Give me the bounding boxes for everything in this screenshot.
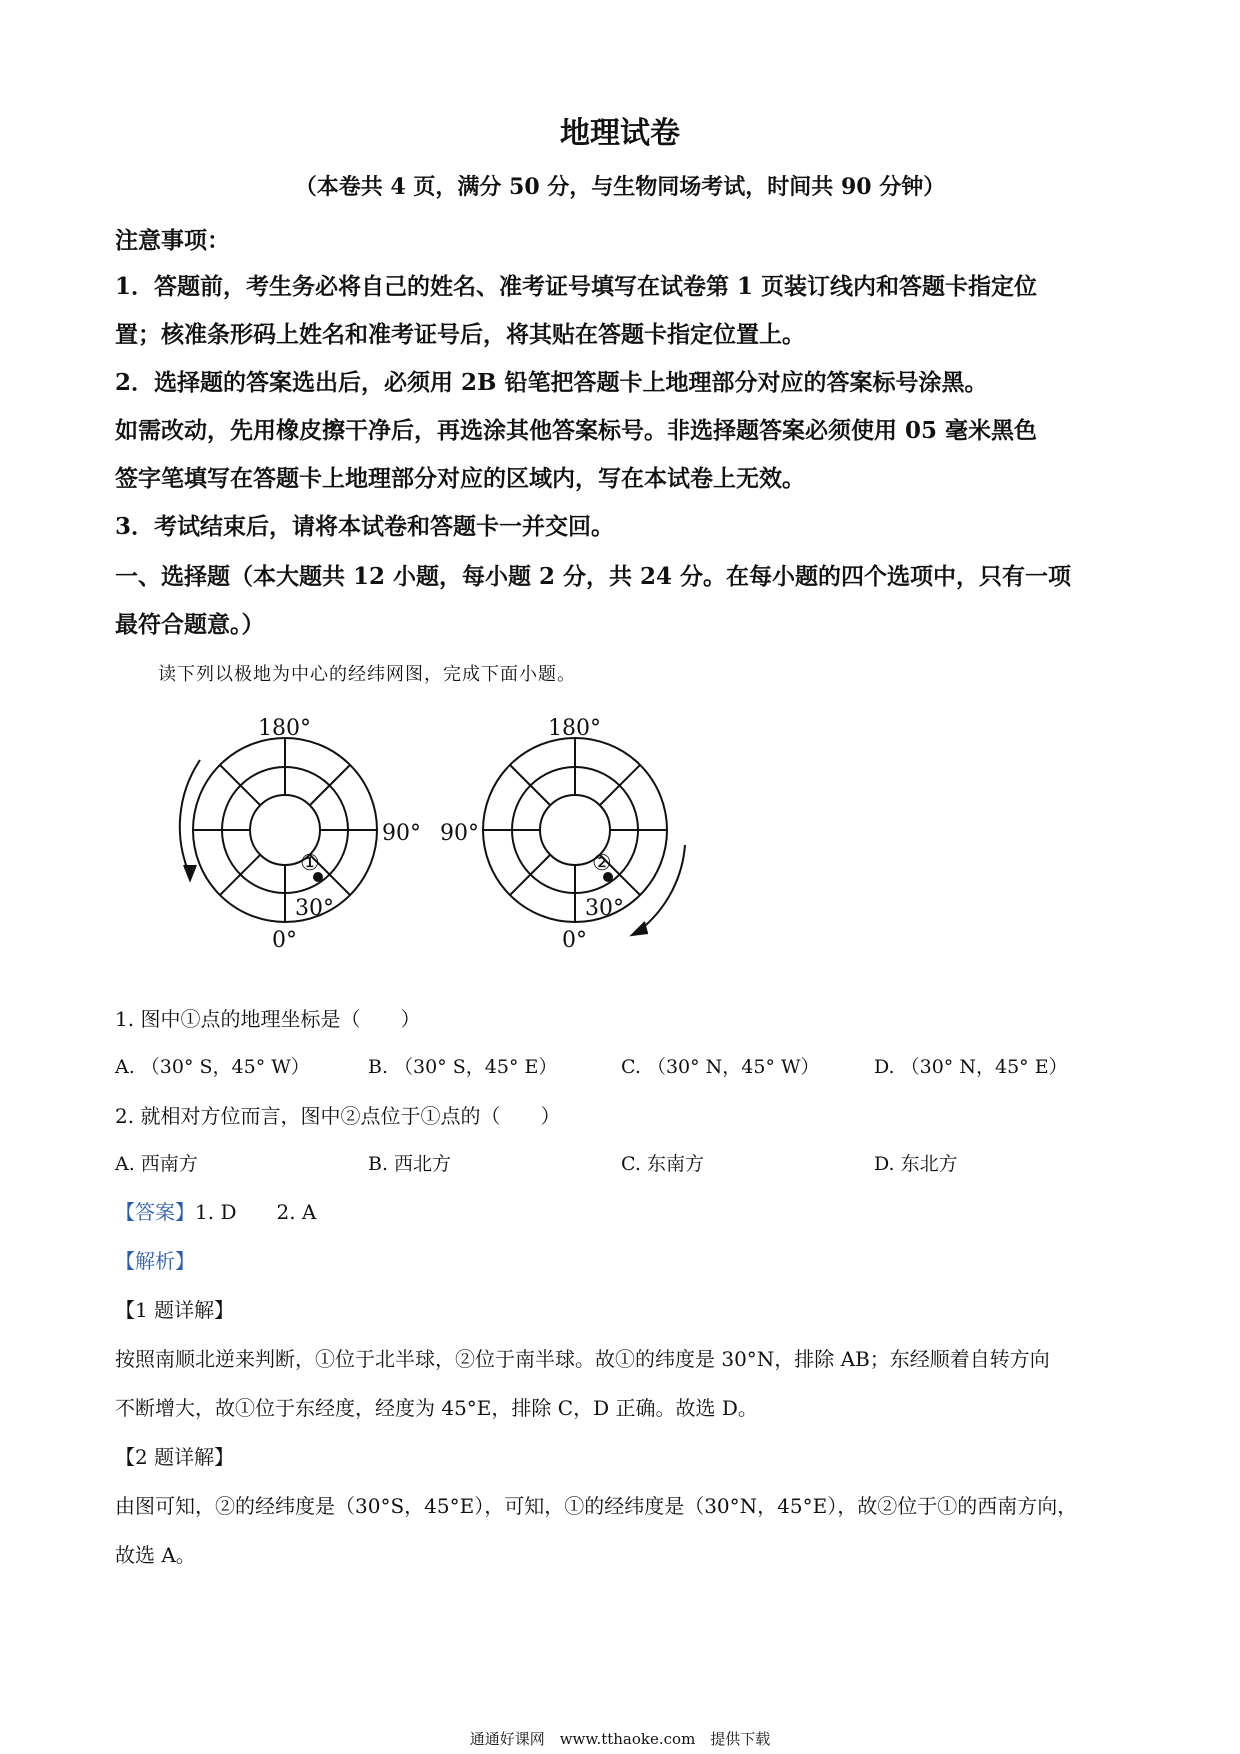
q2-analysis-text: 故选 A。 xyxy=(115,1543,196,1567)
answer-tag: 【答案】 xyxy=(115,1200,195,1224)
right-label-180: 180° xyxy=(548,716,601,741)
page-subtitle: （本卷共 4 页，满分 50 分，与生物同场考试，时间共 90 分钟） xyxy=(294,174,946,200)
notice-line: 签字笔填写在答题卡上地理部分对应的区域内，写在本试卷上无效。 xyxy=(115,465,805,492)
option-a: A. 西南方 xyxy=(115,1153,198,1175)
left-point-label: ① xyxy=(300,851,320,876)
page-title: 地理试卷 xyxy=(560,116,680,151)
option-d: D. （30° N，45° E） xyxy=(874,1056,1068,1078)
footer-watermark: 通通好课网 www.tthaoke.com 提供下载 xyxy=(469,1730,771,1748)
right-label-90: 90° xyxy=(440,821,479,846)
q2-analysis-heading: 【2 题详解】 xyxy=(115,1445,235,1469)
left-label-180: 180° xyxy=(258,716,311,741)
notice-line: 置；核准条形码上姓名和准考证号后，将其贴在答题卡指定位置上。 xyxy=(115,321,805,348)
section-heading-cont: 最符合题意。） xyxy=(115,611,265,638)
right-polar-grid xyxy=(483,738,685,935)
left-polar-grid xyxy=(180,738,377,922)
left-label-30: 30° xyxy=(295,896,334,921)
q2-analysis-text: 由图可知，②的经纬度是（30°S，45°E），可知，①的经纬度是（30°N，45°E），故②位于①的西南方向， xyxy=(115,1494,1078,1518)
answer-text: 1. D 2. A xyxy=(195,1200,317,1224)
right-label-30: 30° xyxy=(585,896,624,921)
notice-line: 如需改动，先用橡皮擦干净后，再选涂其他答案标号。非选择题答案必须使用 05 毫米黑色 xyxy=(115,417,1038,444)
section-heading: 一、选择题（本大题共 12 小题，每小题 2 分，共 24 分。在每小题的四个选项中，只有一项 xyxy=(115,563,1072,590)
analysis-tag: 【解析】 xyxy=(115,1249,195,1273)
left-label-90: 90° xyxy=(382,821,421,846)
option-a: A. （30° S，45° W） xyxy=(115,1056,310,1078)
option-b: B. （30° S，45° E） xyxy=(368,1056,558,1078)
notice-heading: 注意事项： xyxy=(115,227,230,254)
option-row xyxy=(115,1149,1125,1179)
question-intro: 读下列以极地为中心的经纬网图，完成下面小题。 xyxy=(158,664,576,685)
answer-line xyxy=(115,1196,316,1225)
option-c: C. 东南方 xyxy=(621,1153,704,1175)
question-stem: 1. 图中①点的地理坐标是（ ） xyxy=(115,1007,421,1031)
option-row xyxy=(115,1052,1125,1082)
notice-line: 2．选择题的答案选出后，必须用 2B 铅笔把答题卡上地理部分对应的答案标号涂黑。 xyxy=(115,369,988,396)
q1-analysis-heading: 【1 题详解】 xyxy=(115,1298,235,1322)
right-label-0: 0° xyxy=(562,928,587,953)
option-d: D. 东北方 xyxy=(874,1153,958,1175)
option-b: B. 西北方 xyxy=(368,1153,452,1175)
notice-line: 1．答题前，考生务必将自己的姓名、准考证号填写在试卷第 1 页装订线内和答题卡指定位 xyxy=(115,273,1038,300)
question-stem: 2. 就相对方位而言，图中②点位于①点的（ ） xyxy=(115,1104,561,1128)
polar-grid-diagram xyxy=(160,715,740,965)
option-c: C. （30° N，45° W） xyxy=(621,1056,820,1078)
q1-analysis-text: 不断增大，故①位于东经度，经度为 45°E，排除 C，D 正确。故选 D。 xyxy=(115,1396,758,1420)
left-label-0: 0° xyxy=(272,928,297,953)
right-point-label: ② xyxy=(592,851,612,876)
q1-analysis-text: 按照南顺北逆来判断，①位于北半球，②位于南半球。故①的纬度是 30°N，排除 AB；东经顺着自转方向 xyxy=(115,1347,1050,1371)
notice-line: 3．考试结束后，请将本试卷和答题卡一并交回。 xyxy=(115,513,615,540)
